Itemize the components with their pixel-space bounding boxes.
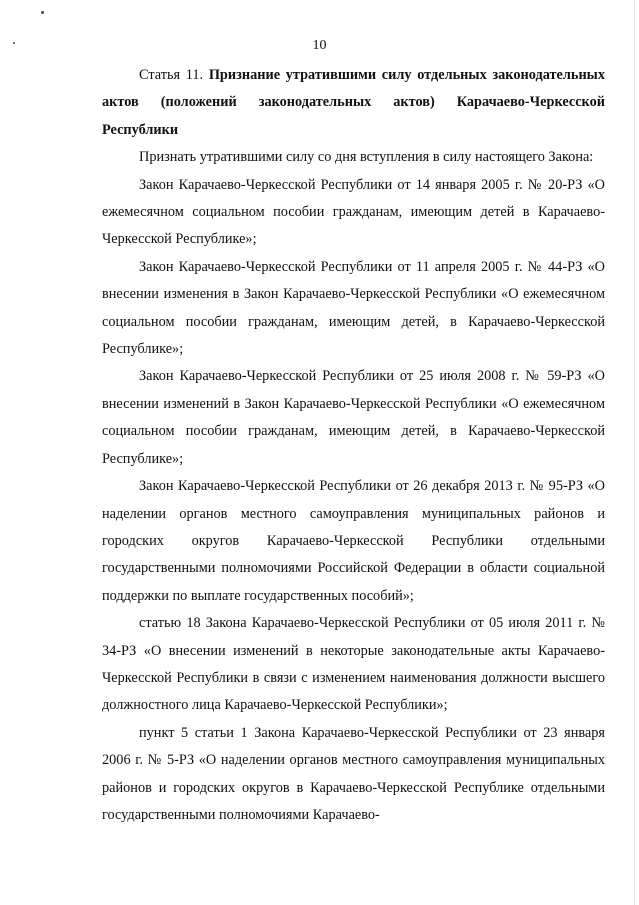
scan-edge-line — [634, 0, 635, 905]
article-title: Признание утратившими силу отдельных законодательных актов (положений законодательных актов) Карачаево-Черкесской Республики — [102, 67, 605, 138]
paragraph-law-2006-5: пункт 5 статьи 1 Закона Карачаево-Черкесской Республики от 23 января 2006 г. № 5-РЗ «О наделении органов местного самоуправления муниципальных районов и городских округов в Карачаево-Черкесской Республике отдельными государственными полномочиями Карачаево- — [102, 724, 605, 823]
paragraph-law-2005-20: Закон Карачаево-Черкесской Республики от 14 января 2005 г. № 20-РЗ «О ежемесячном социальном пособии гражданам, имеющим детей в Карачаево-Черкесской Республике»; — [102, 176, 605, 248]
scan-speck-mark — [41, 11, 44, 14]
paragraph-law-2005-44: Закон Карачаево-Черкесской Республики от 11 апреля 2005 г. № 44-РЗ «О внесении изменения в Закон Карачаево-Черкесской Республики «О ежемесячном социальном пособии гражданам, имеющим детей, в Карачаево-Черкесской Республике»; — [102, 258, 605, 358]
article-number: Статья 11. — [139, 67, 209, 83]
paragraph-law-2013-95: Закон Карачаево-Черкесской Республики от 26 декабря 2013 г. № 95-РЗ «О наделении органов местного самоуправления муниципальных районов и городских округов Карачаево-Черкесской Республики отдельными государственными полномочиями Российской Федерации в области социальной поддержки по выплате государственных пособий»; — [102, 478, 605, 604]
paragraph-intro: Признать утратившими силу со дня вступления в силу настоящего Закона: — [139, 149, 594, 166]
paragraph-law-2011-34: статью 18 Закона Карачаево-Черкесской Республики от 05 июля 2011 г. № 34-РЗ «О внесении изменений в некоторые законодательные акты Карачаево-Черкесской Республики в связи с изменением наименования должности высшего должностного лица Карачаево-Черкесской Республики»; — [102, 615, 605, 714]
document-body — [102, 62, 605, 829]
page-number: 10 — [312, 38, 327, 53]
article-heading — [102, 62, 605, 144]
paragraph-law-2008-59: Закон Карачаево-Черкесской Республики от 25 июля 2008 г. № 59-РЗ «О внесении изменений в Закон Карачаево-Черкесской Республики «О ежемесячном социальном пособии гражданам, имеющим детей, в Карачаево-Черкесской Республике»; — [102, 368, 605, 467]
